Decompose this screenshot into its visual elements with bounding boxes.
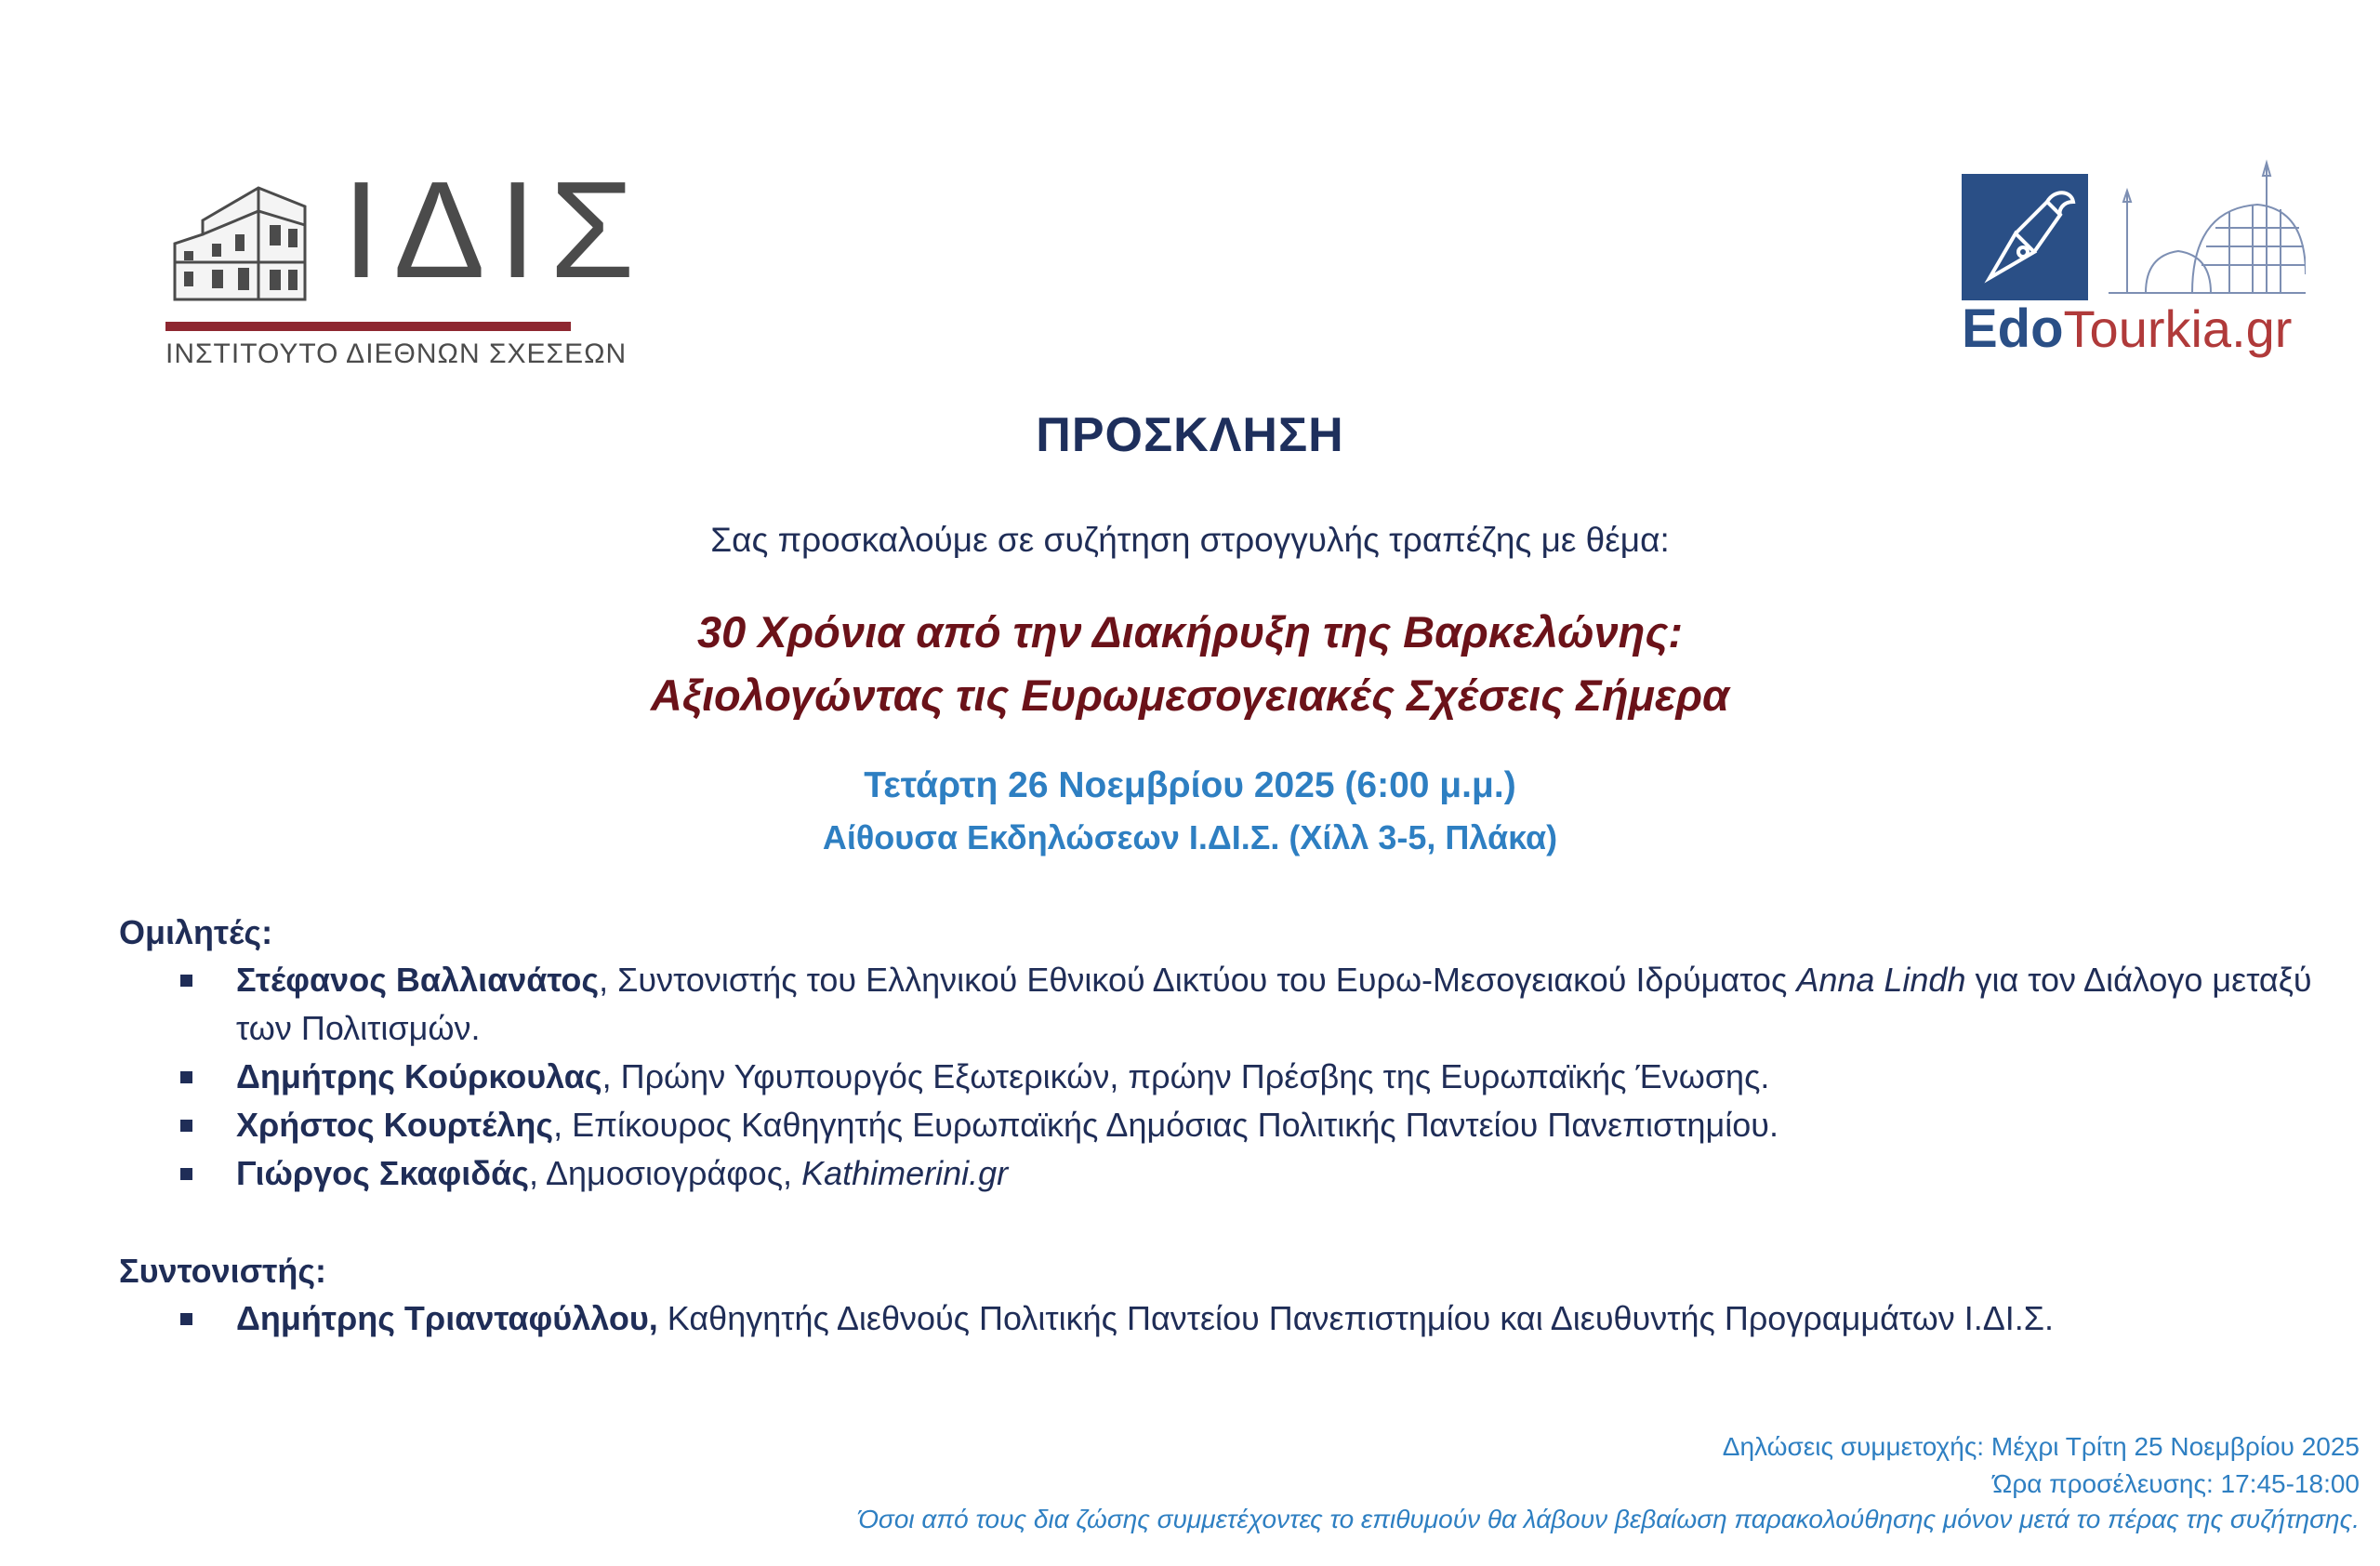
bullet-icon bbox=[180, 1120, 192, 1132]
topic-line-1: 30 Χρόνια από την Διακήρυξη της Βαρκελώνης: bbox=[696, 607, 1684, 657]
pen-nib-icon bbox=[1962, 174, 2088, 300]
registration-deadline: Δηλώσεις συμμετοχής: Μέχρι Τρίτη 25 Νοεμβρίου 2025 bbox=[1722, 1432, 2360, 1461]
speaker-role: , Επίκουρος Καθηγητής Ευρωπαϊκής Δημόσιας Πολιτικής Παντείου Πανεπιστημίου. bbox=[553, 1106, 1778, 1144]
speaker-role: , Συντονιστής του Ελληνικού Εθνικού Δικτύου του Ευρω-Μεσογειακού Ιδρύματος bbox=[599, 961, 1797, 999]
speaker-role-italic: Anna Lindh bbox=[1796, 961, 1966, 999]
attendance-note: Όσοι από τους δια ζώσης συμμετέχοντες το επιθυμούν θα λάβουν βεβαίωση παρακολούθησης μόνον μετά το πέρας της συζήτησης. bbox=[857, 1505, 2360, 1533]
speaker-name: Γιώργος Σκαφιδάς bbox=[236, 1154, 529, 1192]
speaker-name: Χρήστος Κουρτέλης bbox=[236, 1106, 554, 1144]
page-title: ΠΡΟΣΚΛΗΣΗ bbox=[1036, 408, 1344, 462]
bullet-icon bbox=[180, 1313, 192, 1325]
event-date: Τετάρτη 26 Νοεμβρίου 2025 (6:00 μ.μ.) bbox=[864, 765, 1516, 805]
idis-accent-bar bbox=[165, 322, 571, 331]
intro-text: Σας προσκαλούμε σε συζήτηση στρογγυλής τραπέζης με θέμα: bbox=[710, 521, 1670, 559]
building-icon bbox=[165, 169, 314, 309]
moderator-role: Καθηγητής Διεθνούς Πολιτικής Παντείου Πανεπιστημίου και Διευθυντής Προγραμμάτων Ι.ΔΙ.Σ. bbox=[657, 1299, 2055, 1337]
speaker-role: , Δημοσιογράφος, bbox=[528, 1154, 802, 1192]
speaker-item bbox=[119, 1053, 2332, 1101]
arrival-time: Ώρα προσέλευσης: 17:45-18:00 bbox=[1992, 1469, 2360, 1498]
speaker-role-italic: Kathimerini.gr bbox=[801, 1154, 1009, 1192]
mosque-sketch-icon bbox=[2090, 153, 2306, 307]
topic-line-2: Αξιολογώντας τις Ευρωμεσογειακές Σχέσεις Σήμερα bbox=[650, 670, 1730, 720]
moderator-item bbox=[119, 1294, 2332, 1343]
bullet-icon bbox=[180, 975, 192, 987]
tourkia-word: Tourkia.gr bbox=[2063, 299, 2293, 358]
edo-word: Edo bbox=[1962, 299, 2064, 359]
bullet-icon bbox=[180, 1168, 192, 1180]
pen-nib-box bbox=[1962, 174, 2088, 300]
event-venue: Αίθουσα Εκδηλώσεων Ι.ΔΙ.Σ. (Χίλλ 3-5, Πλάκα) bbox=[822, 818, 1558, 856]
idis-letters: ΙΔΙΣ bbox=[342, 153, 648, 307]
idis-logo bbox=[165, 153, 648, 374]
speaker-role-end: για τον Διάλογο μεταξύ των Πολιτισμών. bbox=[236, 961, 2312, 1047]
moderator-name: Δημήτρης Τριανταφύλλου, bbox=[236, 1299, 658, 1337]
moderator-heading: Συντονιστής: bbox=[119, 1252, 327, 1290]
speaker-item bbox=[119, 1149, 2332, 1198]
idis-subtitle: ΙΝΣΤΙΤΟΥΤΟ ΔΙΕΘΝΩΝ ΣΧΕΣΕΩΝ bbox=[165, 338, 628, 369]
speaker-role: , Πρώην Υφυπουργός Εξωτερικών, πρώην Πρέσβης της Ευρωπαϊκής Ένωσης. bbox=[602, 1057, 1770, 1095]
speakers-heading: Ομιλητές: bbox=[119, 913, 273, 951]
speakers-list bbox=[119, 956, 2332, 1198]
edotourkia-wordmark bbox=[1962, 299, 2293, 359]
edotourkia-logo bbox=[1962, 153, 2315, 367]
moderator-list bbox=[119, 1294, 2332, 1343]
speaker-item bbox=[119, 956, 2332, 1053]
speaker-name: Δημήτρης Κούρκουλας bbox=[236, 1057, 602, 1095]
speaker-item bbox=[119, 1101, 2332, 1149]
bullet-icon bbox=[180, 1071, 192, 1083]
speaker-name: Στέφανος Βαλλιανάτος bbox=[236, 961, 600, 999]
